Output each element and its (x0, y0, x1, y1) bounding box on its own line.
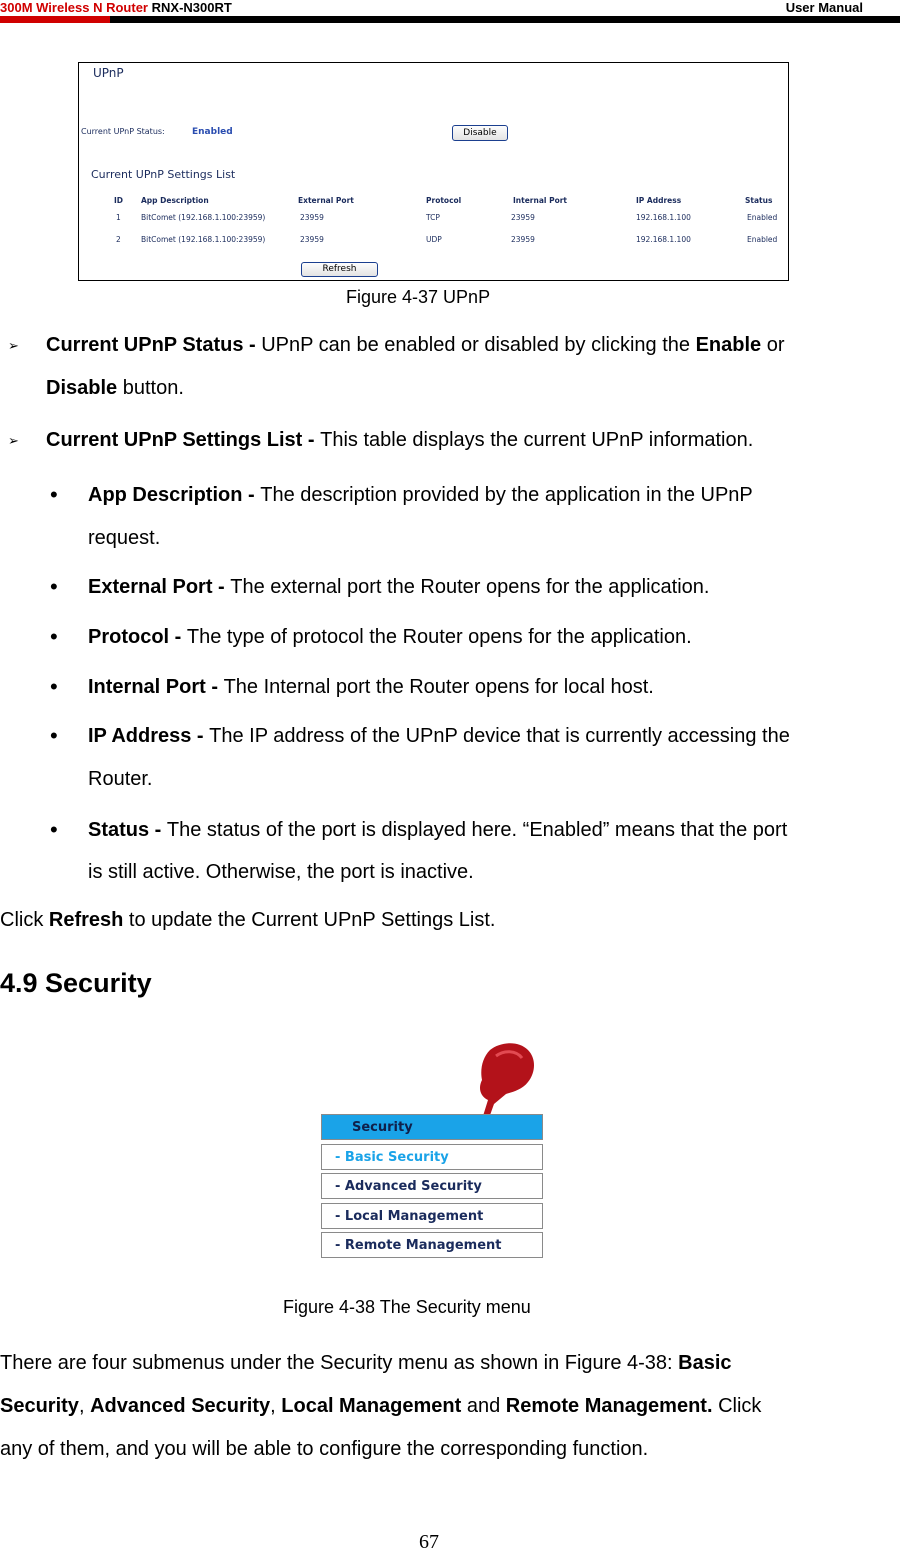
item-status-text: The status of the port is displayed here. “Enabled” means that the port (166, 819, 788, 841)
col-internal-port: Internal Port (513, 196, 568, 205)
col-id: ID (114, 196, 124, 205)
or-text: or (761, 334, 785, 356)
item-ip-term: IP Address - (88, 725, 210, 747)
item-ip-address-cont: Router. (88, 768, 153, 790)
disable-term: Disable (46, 377, 118, 399)
upnp-status-label: Current UPnP Status: (81, 127, 165, 136)
security-menu-screenshot (318, 1040, 546, 1268)
item-settings-list (46, 429, 753, 452)
header-model: RNX-N300RT (151, 0, 232, 15)
refresh-button[interactable]: Refresh (301, 262, 378, 277)
header-title (0, 0, 232, 15)
closing-line-3: any of them, and you will be able to configure the corresponding function. (0, 1438, 649, 1460)
item-proto-term: Protocol - (88, 626, 187, 648)
arrow-bullet-icon: ➢ (8, 338, 19, 353)
advanced-term: Advanced Security (90, 1395, 271, 1417)
bullet-icon: • (50, 624, 58, 649)
item-app-term: App Description - (88, 484, 261, 506)
row1-int-port: 23959 (511, 213, 535, 222)
arrow-bullet-icon: ➢ (8, 433, 19, 448)
item-status-cont: is still active. Otherwise, the port is inactive. (88, 861, 474, 883)
item-ext-term: External Port - (88, 576, 231, 598)
figure-4-38-caption: Figure 4-38 The Security menu (283, 1297, 531, 1317)
row1-ip: 192.168.1.100 (636, 213, 691, 222)
row2-ext-port: 23959 (300, 235, 324, 244)
menu-item-security[interactable]: Security (321, 1114, 543, 1140)
item-protocol (88, 626, 692, 649)
row1-id: 1 (116, 213, 121, 222)
and-text: and (461, 1395, 506, 1417)
closing-line-2 (0, 1395, 761, 1418)
bullet-icon: • (50, 574, 58, 599)
enable-term: Enable (695, 334, 762, 356)
item-internal-port (88, 676, 654, 699)
closing-text-1: There are four submenus under the Security menu as shown in Figure 4-38: (0, 1352, 679, 1374)
row2-status: Enabled (747, 235, 778, 244)
header-rule-accent (0, 16, 110, 23)
menu-item-basic-security[interactable]: - Basic Security (321, 1144, 543, 1170)
item-upnp-status-text: UPnP can be enabled or disabled by clicking the (261, 334, 696, 356)
item-status (88, 819, 787, 842)
click-text: Click (0, 909, 49, 931)
row1-ext-port: 23959 (300, 213, 324, 222)
item-external-port (88, 576, 709, 599)
security-menu (321, 1114, 543, 1262)
row2-id: 2 (116, 235, 121, 244)
col-protocol: Protocol (426, 196, 462, 205)
figure-4-37-caption: Figure 4-37 UPnP (346, 287, 491, 307)
section-heading: 4.9 Security (0, 968, 152, 998)
refresh-instruction (0, 909, 495, 932)
refresh-term: Refresh (48, 909, 124, 931)
item-proto-text: The type of protocol the Router opens for the application. (186, 626, 692, 648)
header-right: User Manual (785, 0, 863, 15)
header-rule (0, 16, 900, 23)
row1-status: Enabled (747, 213, 778, 222)
row1-app: BitComet (192.168.1.100:23959) (141, 213, 266, 222)
comma-2: , (270, 1395, 282, 1417)
item-upnp-status (46, 334, 785, 357)
row2-app: BitComet (192.168.1.100:23959) (141, 235, 266, 244)
item-int-term: Internal Port - (88, 676, 224, 698)
col-ip-address: IP Address (636, 196, 682, 205)
item-app-text: The description provided by the application in the UPnP (260, 484, 753, 506)
row2-ip: 192.168.1.100 (636, 235, 691, 244)
upnp-list-title: Current UPnP Settings List (91, 168, 236, 181)
item-ext-text: The external port the Router opens for the application. (230, 576, 710, 598)
menu-item-remote-management[interactable]: - Remote Management (321, 1232, 543, 1258)
item-upnp-status-cont (46, 377, 184, 400)
security-term: Security (0, 1395, 79, 1417)
comma-1: , (78, 1395, 91, 1417)
click-text-2: Click (712, 1395, 762, 1417)
col-status: Status (745, 196, 773, 205)
item-upnp-status-term: Current UPnP Status - (46, 334, 262, 356)
upnp-status-value: Enabled (192, 127, 233, 137)
refresh-instruction-text: to update the Current UPnP Settings List. (123, 909, 496, 931)
bullet-icon: • (50, 674, 58, 699)
item-app-description-cont: request. (88, 527, 161, 549)
button-text: button. (117, 377, 184, 399)
col-app-description: App Description (141, 196, 209, 205)
row2-protocol: UDP (426, 235, 442, 244)
menu-item-local-management[interactable]: - Local Management (321, 1203, 543, 1229)
header-brand: 300M Wireless N Router (0, 0, 148, 15)
basic-term: Basic (678, 1352, 732, 1374)
bullet-icon: • (50, 817, 58, 842)
menu-item-advanced-security[interactable]: - Advanced Security (321, 1173, 543, 1199)
disable-button[interactable]: Disable (452, 125, 508, 141)
row2-int-port: 23959 (511, 235, 535, 244)
item-ip-text: The IP address of the UPnP device that is currently accessing the (209, 725, 790, 747)
remote-term: Remote Management. (505, 1395, 713, 1417)
bullet-icon: • (50, 723, 58, 748)
item-int-text: The Internal port the Router opens for local host. (223, 676, 654, 698)
item-settings-list-text: This table displays the current UPnP information. (320, 429, 754, 451)
col-external-port: External Port (298, 196, 354, 205)
item-app-description (88, 484, 753, 507)
page-number: 67 (419, 1531, 439, 1553)
item-ip-address (88, 725, 790, 748)
closing-line-1 (0, 1352, 732, 1375)
bullet-icon: • (50, 482, 58, 507)
row1-protocol: TCP (426, 213, 440, 222)
upnp-screenshot (78, 62, 789, 281)
item-settings-list-term: Current UPnP Settings List - (46, 429, 321, 451)
local-term: Local Management (281, 1395, 462, 1417)
upnp-title: UPnP (93, 66, 124, 80)
item-status-term: Status - (88, 819, 167, 841)
